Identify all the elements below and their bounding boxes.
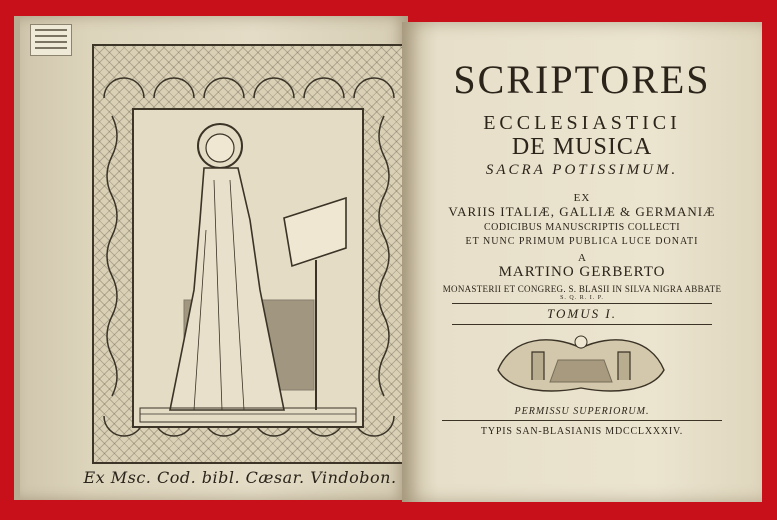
library-label xyxy=(30,24,72,56)
left-page-frontispiece xyxy=(14,16,408,500)
open-book xyxy=(14,16,762,504)
volume-label: TOMUS I. xyxy=(547,306,617,321)
rule-bottom xyxy=(452,324,712,325)
imprint-line: TYPIS SAN-BLASIANIS MDCCLXXXIV. xyxy=(480,426,684,437)
title-line-7: CODICIBUS MANUSCRIPTIS COLLECTI xyxy=(483,222,681,233)
right-page-title xyxy=(402,22,762,502)
title-line-5: EX xyxy=(573,192,591,204)
permission-line: PERMISSU SUPERIORUM. xyxy=(514,406,650,417)
rule-top xyxy=(452,303,712,304)
book-title: SCRIPTORES xyxy=(453,57,711,102)
saint-with-book-illustration xyxy=(134,110,362,426)
author-name: MARTINO GERBERTO xyxy=(498,264,666,280)
ornamental-vignette xyxy=(492,330,670,396)
frontispiece-caption: Ex Msc. Cod. bibl. Cæsar. Vindobon. xyxy=(83,468,397,487)
title-line-4: SACRA POTISSIMUM. xyxy=(485,162,679,178)
title-line-2: ECCLESIASTICI xyxy=(483,112,681,134)
author-initials: S. Q. R. I. P. xyxy=(560,295,604,301)
title-line-3: DE MUSICA xyxy=(511,134,653,160)
title-line-8: ET NUNC PRIMUM PUBLICA LUCE DONATI xyxy=(465,236,699,247)
title-line-6: VARIIS ITALIÆ, GALLIÆ & GERMANIÆ xyxy=(448,204,716,219)
rule-imprint xyxy=(442,420,722,421)
author-affiliation: MONASTERII ET CONGREG. S. BLASII IN SILVA NIGRA ABBATE xyxy=(442,284,722,294)
engraving-panel xyxy=(132,108,364,428)
title-line-9: A xyxy=(578,252,586,264)
engraving-border xyxy=(92,44,404,464)
